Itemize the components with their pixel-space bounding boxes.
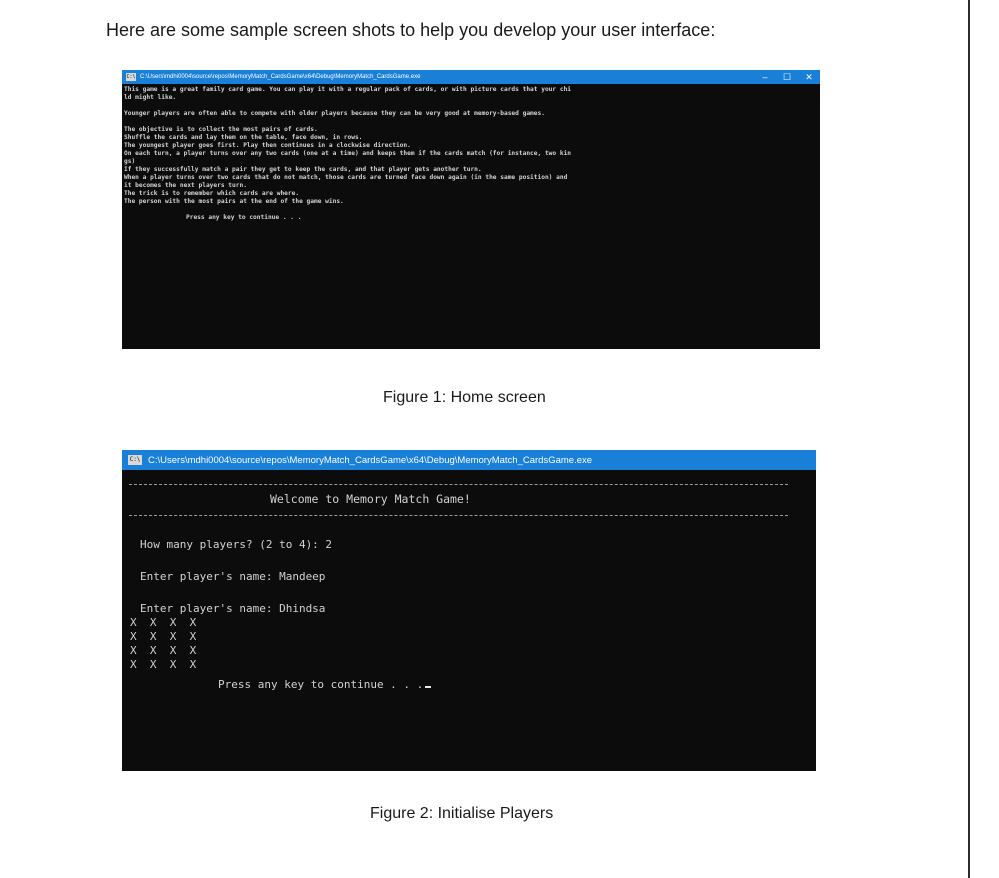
continue-prompt: Press any key to continue . . . xyxy=(186,214,302,221)
console-line: This game is a great family card game. You can play it with a regular pack of cards, or with picture cards that your chi xyxy=(124,86,572,93)
console-window-title: C:\Users\mdhi0004\source\repos\MemoryMatch_CardsGame\x64\Debug\MemoryMatch_CardsGame.exe xyxy=(148,454,593,466)
card-grid-row: X X X X xyxy=(130,658,197,671)
console-app-icon: C:\ xyxy=(129,456,141,463)
continue-prompt-text: Press any key to continue . . . xyxy=(218,678,424,691)
console-line: On each turn, a player turns over any two cards (one at a time) and keeps them if the cards match (for instance, two kin xyxy=(124,150,572,157)
console-line: Shuffle the cards and lay them on the table, face down, in rows. xyxy=(124,134,363,141)
console-line: Younger players are often able to compete with older players because they can be very good at memory-based games. xyxy=(124,110,545,117)
figure-1-caption: Figure 1: Home screen xyxy=(383,389,546,406)
home-screen-console-window xyxy=(122,70,820,349)
maximize-button[interactable]: ☐ xyxy=(782,72,792,82)
console-line: When a player turns over two cards that do not match, those cards are turned face down again (in the same position) and xyxy=(124,174,568,181)
console-line xyxy=(124,118,820,126)
intro-text: Here are some sample screen shots to help you develop your user interface: xyxy=(106,20,716,40)
player-name-prompt-1: Enter player's name: Mandeep xyxy=(140,570,326,583)
console-line: The youngest player goes first. Play then continues in a clockwise direction. xyxy=(124,142,411,149)
console-gap xyxy=(124,206,820,214)
console-line: The trick is to remember which cards are where. xyxy=(124,190,300,197)
text-cursor xyxy=(425,686,431,688)
console-line: The person with the most pairs at the end of the game wins. xyxy=(124,198,344,205)
console-window-title: C:\Users\mdhi0004\source\repos\MemoryMatch_CardsGame\x64\Debug\MemoryMatch_CardsGame.exe xyxy=(140,74,421,80)
card-grid-row: X X X X xyxy=(130,630,197,643)
continue-prompt xyxy=(218,678,431,691)
console-output xyxy=(122,86,820,222)
card-grid-row: X X X X xyxy=(130,616,197,629)
close-button[interactable]: ✕ xyxy=(805,72,813,82)
minimize-button[interactable]: – xyxy=(762,72,768,82)
console-line: If they successfully match a pair they get to keep the cards, and that player gets another turn. xyxy=(124,166,482,173)
separator-top xyxy=(129,484,788,485)
console-title-bar[interactable] xyxy=(122,70,820,84)
console-app-icon: C:\ xyxy=(126,74,136,80)
console-title-bar[interactable] xyxy=(122,450,816,470)
player-name-prompt-2: Enter player's name: Dhindsa xyxy=(140,602,326,615)
console-line: The objective is to collect the most pairs of cards. xyxy=(124,126,318,133)
separator-bottom xyxy=(129,515,788,516)
page-border xyxy=(968,0,970,878)
initialise-players-console-window xyxy=(122,450,816,771)
window-controls xyxy=(754,70,820,84)
welcome-message: Welcome to Memory Match Game! xyxy=(270,492,471,506)
figure-2-caption: Figure 2: Initialise Players xyxy=(370,805,554,822)
console-line: ld might like. xyxy=(124,94,177,101)
console-line: it becomes the next players turn. xyxy=(124,182,247,189)
players-count-prompt: How many players? (2 to 4): 2 xyxy=(140,538,333,551)
console-line: gs) xyxy=(124,158,136,165)
console-line xyxy=(124,102,820,110)
card-grid-row: X X X X xyxy=(130,644,197,657)
